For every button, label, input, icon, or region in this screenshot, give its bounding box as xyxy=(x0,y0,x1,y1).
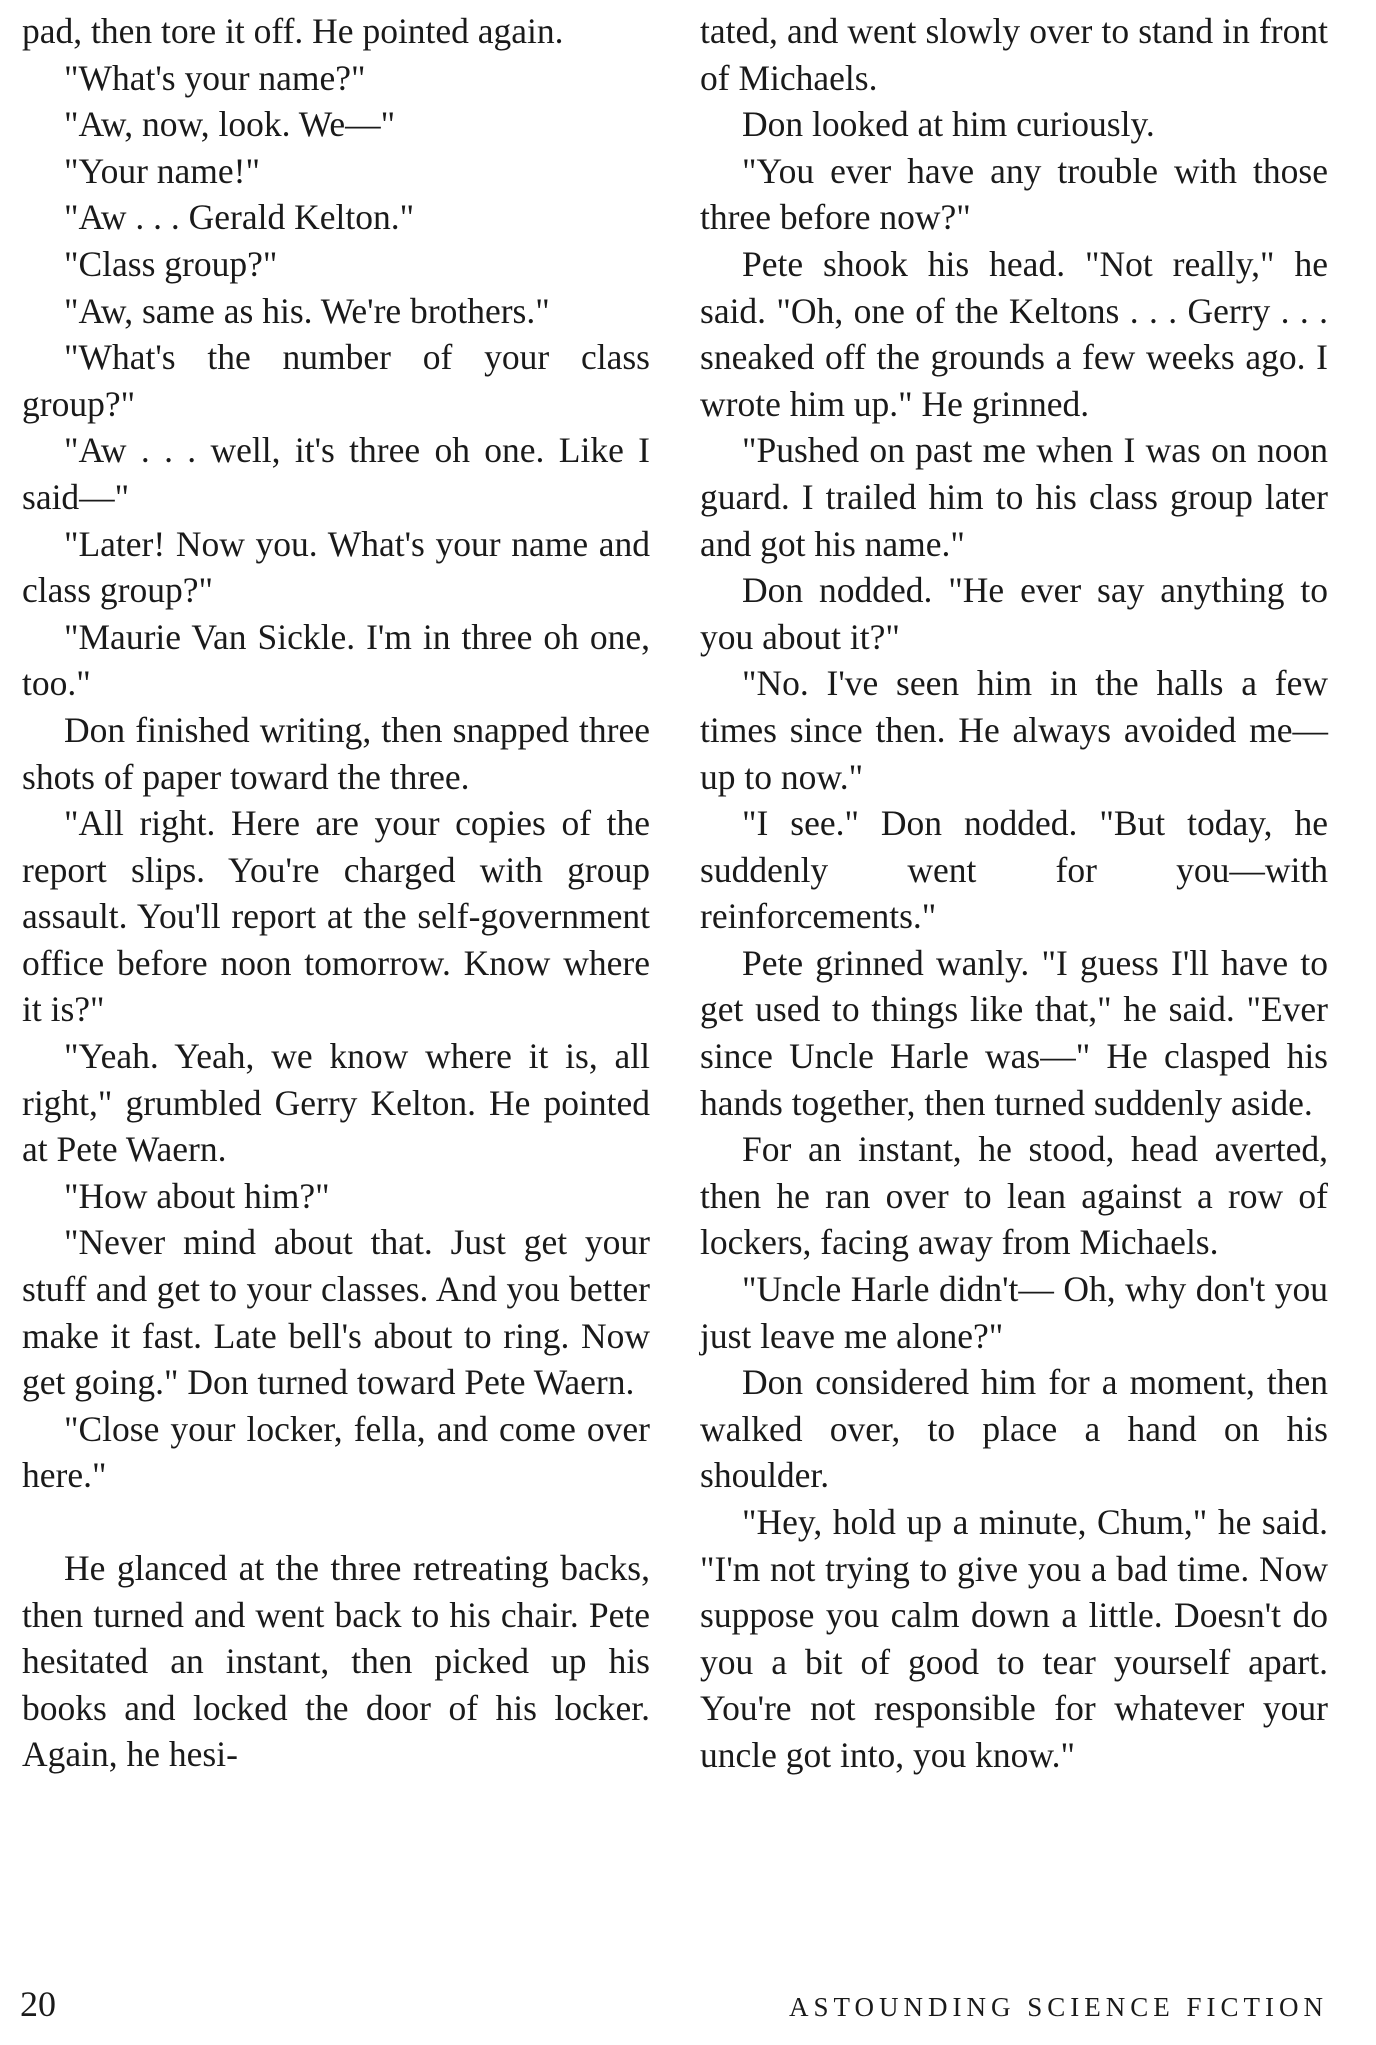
paragraph: "Aw, now, look. We—" xyxy=(64,104,396,145)
paragraph: "What's the number of your class group?" xyxy=(22,337,650,424)
paragraph: "Aw, same as his. We're brothers." xyxy=(64,290,550,331)
paragraph: Pete grinned wanly. "I guess I'll have to get used to things like that," he said. "Ever since Uncle Harle was—" He clasped his hands together, then turned suddenly aside. xyxy=(700,942,1328,1123)
paragraph: Pete shook his head. "Not really," he said. "Oh, one of the Keltons . . . Gerry . . . sneaked off the grounds a few weeks ago. I wrote him up." He grinned. xyxy=(700,243,1328,424)
paragraph: "Yeah. Yeah, we know where it is, all right," grumbled Gerry Kelton. He pointed at Pete Waern. xyxy=(22,1036,650,1170)
page-number: 20 xyxy=(20,1984,56,2024)
paragraph: "How about him?" xyxy=(64,1175,330,1216)
running-footer-magazine-title: ASTOUNDING SCIENCE FICTION xyxy=(788,1992,1328,2022)
paragraph: Don looked at him curiously. xyxy=(742,104,1155,145)
paragraph: "Later! Now you. What's your name and class group?" xyxy=(22,523,650,611)
paragraph: "Class group?" xyxy=(64,243,278,284)
paragraph: "What's your name?" xyxy=(64,57,366,98)
paragraph: "Hey, hold up a minute, Chum," he said. "I'm not trying to give you a bad time. Now suppose you calm down a little. Doesn't do you a bit of good to tear yourself apart. You're not responsible for whatever your uncle got into, you know." xyxy=(700,1502,1328,1775)
paragraph: "Your name!" xyxy=(64,150,260,191)
paragraph: "Maurie Van Sickle. I'm in three oh one, too." xyxy=(22,616,650,704)
paragraph: He glanced at the three retreating backs, then turned and went back to his chair. Pete hesitated an instant, then picked up his books and locked the door of his locker. Again, he hesi- xyxy=(22,1548,650,1775)
paragraph: Don nodded. "He ever say anything to you about it?" xyxy=(700,570,1328,657)
paragraph: "Never mind about that. Just get your stuff and get to your classes. And you better make it fast. Late bell's about to ring. Now get going." Don turned toward Pete Waern. xyxy=(22,1222,650,1403)
paragraph: "Aw . . . Gerald Kelton." xyxy=(64,197,415,238)
paragraph: "Uncle Harle didn't— Oh, why don't you just leave me alone?" xyxy=(700,1269,1328,1356)
paragraph: "You ever have any trouble with those three before now?" xyxy=(700,150,1328,238)
paragraph: "I see." Don nodded. "But today, he suddenly went for you—with reinforcements." xyxy=(700,803,1328,937)
text-column-right xyxy=(700,8,1328,1779)
paragraph: For an instant, he stood, head averted, then he ran over to lean against a row of lockers, facing away from Michaels. xyxy=(700,1129,1328,1263)
paragraph: "All right. Here are your copies of the report slips. You're charged with group assault. You'll report at the self-government office before noon tomorrow. Know where it is?" xyxy=(22,803,650,1030)
paragraph: "Pushed on past me when I was on noon guard. I trailed him to his class group later and got his name." xyxy=(700,430,1328,564)
paragraph: "Close your locker, fella, and come over here." xyxy=(22,1408,650,1496)
paragraph: tated, and went slowly over to stand in front of Michaels. xyxy=(700,11,1328,98)
paragraph: Don considered him for a moment, then walked over, to place a hand on his shoulder. xyxy=(700,1362,1328,1496)
paragraph: "No. I've seen him in the halls a few times since then. He always avoided me—up to now." xyxy=(700,663,1328,797)
paragraph: "Aw . . . well, it's three oh one. Like I said—" xyxy=(22,430,650,517)
paragraph: pad, then tore it off. He pointed again. xyxy=(22,11,564,51)
paragraph: Don finished writing, then snapped three shots of paper toward the three. xyxy=(22,709,650,797)
text-column-left xyxy=(22,8,650,1778)
